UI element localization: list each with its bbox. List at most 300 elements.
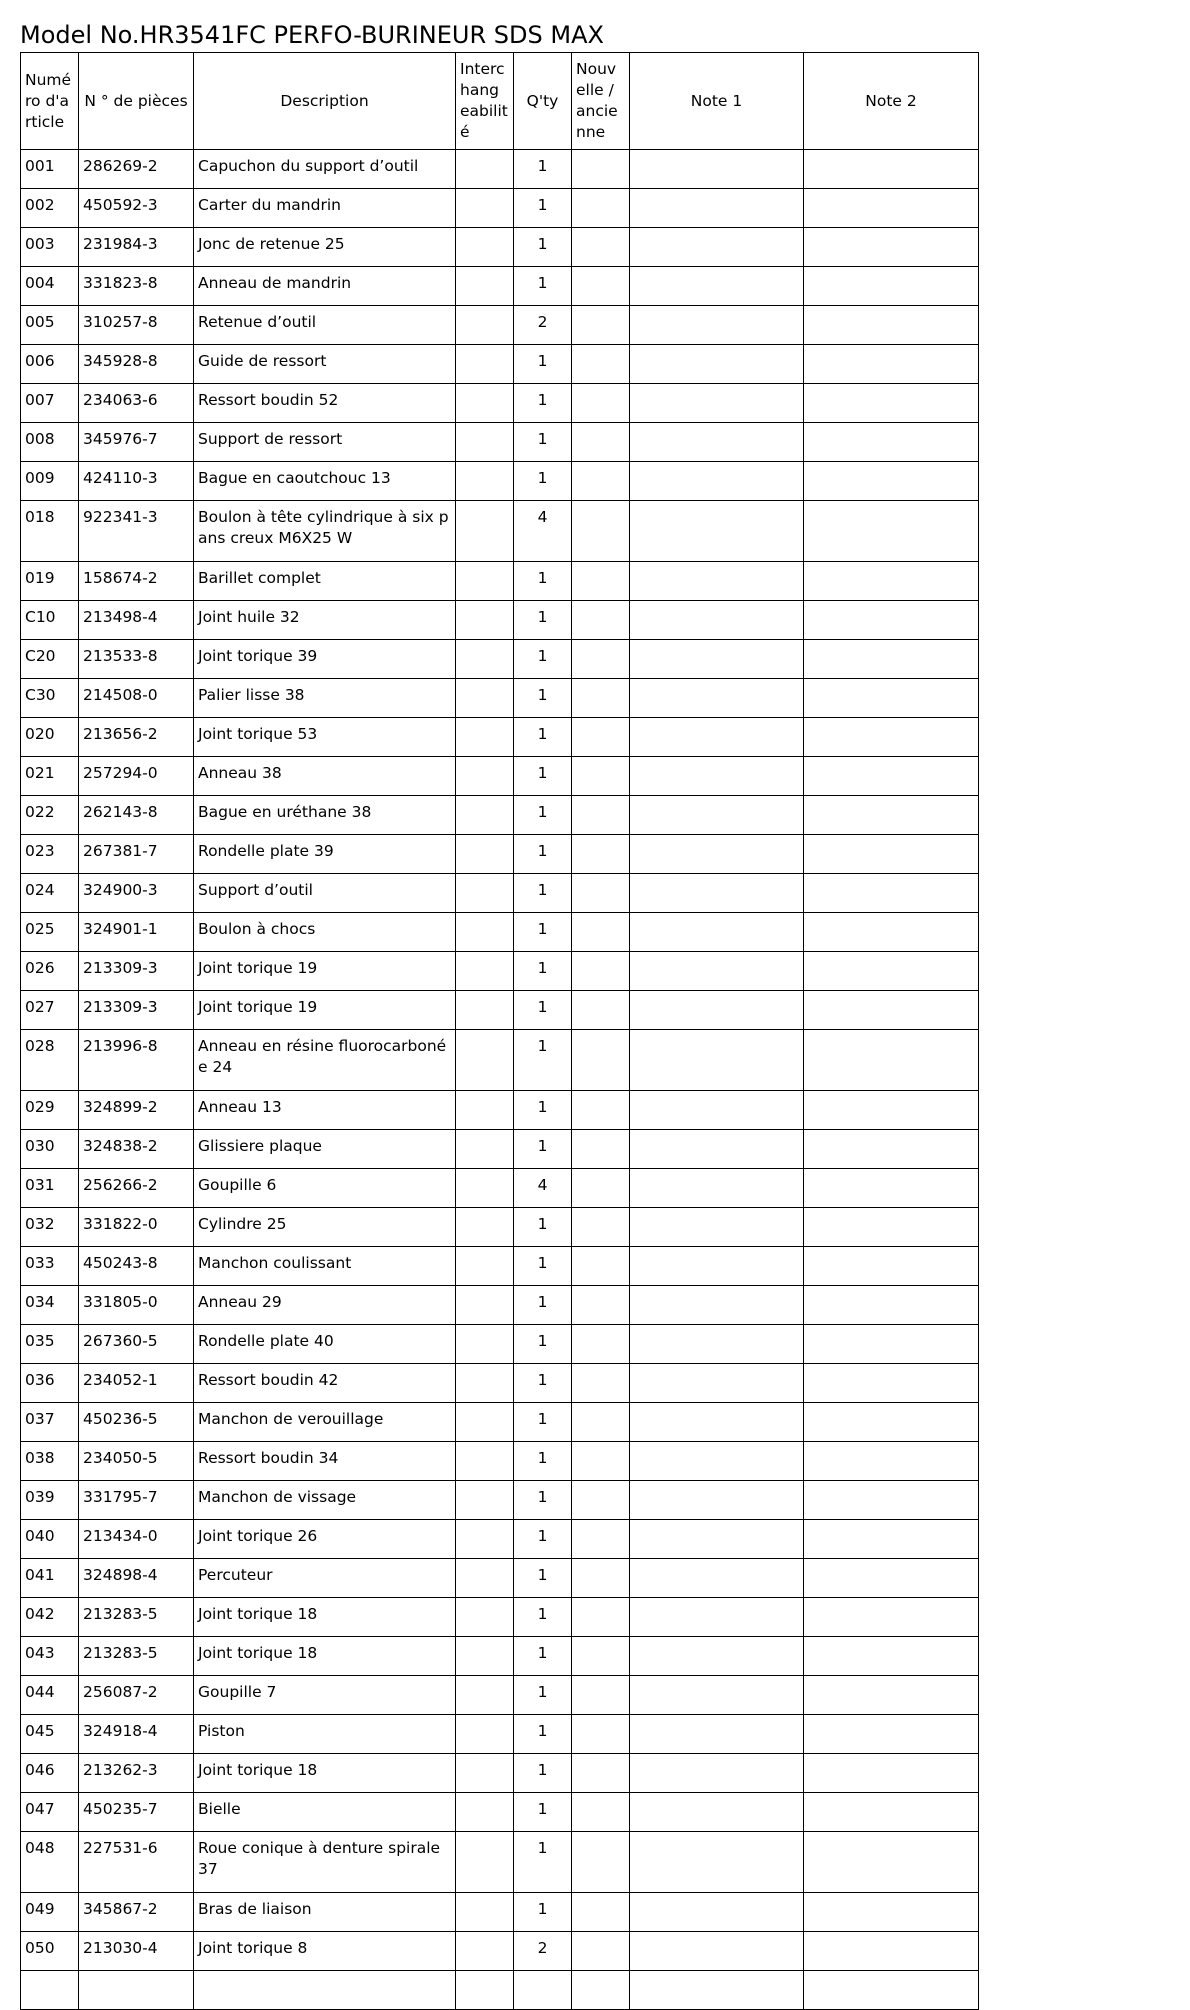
quantity-cell: 1 bbox=[514, 1442, 572, 1481]
quantity-cell: 1 bbox=[514, 757, 572, 796]
article-number-cell: 036 bbox=[21, 1364, 79, 1403]
description-cell: Piston bbox=[194, 1715, 456, 1754]
article-number-cell: 003 bbox=[21, 228, 79, 267]
quantity-cell: 1 bbox=[514, 384, 572, 423]
article-number-cell: 001 bbox=[21, 150, 79, 189]
note-2-cell bbox=[804, 1364, 979, 1403]
note-1-cell bbox=[630, 1715, 804, 1754]
part-number-cell: 267381-7 bbox=[79, 835, 194, 874]
part-number-cell: 256087-2 bbox=[79, 1676, 194, 1715]
quantity-cell: 1 bbox=[514, 1208, 572, 1247]
interchangeability-cell bbox=[456, 1793, 514, 1832]
note-1-cell bbox=[630, 796, 804, 835]
description-cell: Joint torique 18 bbox=[194, 1754, 456, 1793]
interchangeability-cell bbox=[456, 757, 514, 796]
description-cell: Support d’outil bbox=[194, 874, 456, 913]
new-old-cell bbox=[572, 189, 630, 228]
article-number-cell: 029 bbox=[21, 1091, 79, 1130]
quantity-cell: 1 bbox=[514, 1520, 572, 1559]
new-old-cell bbox=[572, 952, 630, 991]
quantity-cell: 1 bbox=[514, 150, 572, 189]
table-row bbox=[21, 423, 979, 462]
interchangeability-cell bbox=[456, 1676, 514, 1715]
new-old-cell bbox=[572, 1715, 630, 1754]
new-old-cell bbox=[572, 913, 630, 952]
description-cell: Manchon coulissant bbox=[194, 1247, 456, 1286]
description-cell: Boulon à chocs bbox=[194, 913, 456, 952]
description-cell: Cylindre 25 bbox=[194, 1208, 456, 1247]
table-row bbox=[21, 1559, 979, 1598]
note-1-cell bbox=[630, 913, 804, 952]
quantity-cell: 2 bbox=[514, 1932, 572, 1971]
interchangeability-cell bbox=[456, 601, 514, 640]
parts-table bbox=[20, 52, 979, 2010]
note-1-cell bbox=[630, 1247, 804, 1286]
description-cell: Barillet complet bbox=[194, 562, 456, 601]
part-number-cell: 345928-8 bbox=[79, 345, 194, 384]
quantity-cell: 1 bbox=[514, 718, 572, 757]
note-2-cell bbox=[804, 306, 979, 345]
note-2-cell bbox=[804, 1893, 979, 1932]
table-row bbox=[21, 601, 979, 640]
article-number-cell: 033 bbox=[21, 1247, 79, 1286]
note-1-cell bbox=[630, 1598, 804, 1637]
new-old-cell bbox=[572, 1520, 630, 1559]
note-2-cell bbox=[804, 913, 979, 952]
description-cell: Capuchon du support d’outil bbox=[194, 150, 456, 189]
quantity-cell: 1 bbox=[514, 1793, 572, 1832]
part-number-cell: 324918-4 bbox=[79, 1715, 194, 1754]
description-cell: Ressort boudin 34 bbox=[194, 1442, 456, 1481]
quantity-cell: 4 bbox=[514, 1169, 572, 1208]
note-2-cell bbox=[804, 1754, 979, 1793]
header-part-number: N ° de pièces bbox=[79, 53, 194, 150]
article-number-cell: 043 bbox=[21, 1637, 79, 1676]
part-number-cell: 331823-8 bbox=[79, 267, 194, 306]
description-cell: Bielle bbox=[194, 1793, 456, 1832]
new-old-cell bbox=[572, 501, 630, 562]
quantity-cell bbox=[514, 1971, 572, 2010]
part-number-cell: 231984-3 bbox=[79, 228, 194, 267]
new-old-cell bbox=[572, 874, 630, 913]
quantity-cell: 1 bbox=[514, 462, 572, 501]
new-old-cell bbox=[572, 1442, 630, 1481]
note-1-cell bbox=[630, 1325, 804, 1364]
new-old-cell bbox=[572, 423, 630, 462]
quantity-cell: 1 bbox=[514, 1286, 572, 1325]
part-number-cell: 450243-8 bbox=[79, 1247, 194, 1286]
note-1-cell bbox=[630, 1793, 804, 1832]
new-old-cell bbox=[572, 1754, 630, 1793]
interchangeability-cell bbox=[456, 1832, 514, 1893]
quantity-cell: 1 bbox=[514, 1637, 572, 1676]
interchangeability-cell bbox=[456, 1971, 514, 2010]
note-1-cell bbox=[630, 601, 804, 640]
interchangeability-cell bbox=[456, 228, 514, 267]
new-old-cell bbox=[572, 757, 630, 796]
description-cell: Rondelle plate 39 bbox=[194, 835, 456, 874]
note-2-cell bbox=[804, 1325, 979, 1364]
article-number-cell: 023 bbox=[21, 835, 79, 874]
description-cell: Bague en uréthane 38 bbox=[194, 796, 456, 835]
note-1-cell bbox=[630, 562, 804, 601]
new-old-cell bbox=[572, 1325, 630, 1364]
table-row bbox=[21, 1208, 979, 1247]
article-number-cell: 047 bbox=[21, 1793, 79, 1832]
table-row bbox=[21, 991, 979, 1030]
part-number-cell: 310257-8 bbox=[79, 306, 194, 345]
quantity-cell: 1 bbox=[514, 423, 572, 462]
interchangeability-cell bbox=[456, 1442, 514, 1481]
note-1-cell bbox=[630, 1030, 804, 1091]
note-1-cell bbox=[630, 1442, 804, 1481]
quantity-cell: 1 bbox=[514, 228, 572, 267]
note-2-cell bbox=[804, 267, 979, 306]
article-number-cell: 045 bbox=[21, 1715, 79, 1754]
table-row bbox=[21, 796, 979, 835]
table-row bbox=[21, 1676, 979, 1715]
note-1-cell bbox=[630, 1130, 804, 1169]
interchangeability-cell bbox=[456, 1247, 514, 1286]
description-cell: Support de ressort bbox=[194, 423, 456, 462]
article-number-cell: C20 bbox=[21, 640, 79, 679]
part-number-cell: 213262-3 bbox=[79, 1754, 194, 1793]
description-cell: Boulon à tête cylindrique à six pans creux M6X25 W bbox=[194, 501, 456, 562]
table-row bbox=[21, 952, 979, 991]
quantity-cell: 1 bbox=[514, 1403, 572, 1442]
note-1-cell bbox=[630, 991, 804, 1030]
note-1-cell bbox=[630, 150, 804, 189]
note-1-cell bbox=[630, 1676, 804, 1715]
note-1-cell bbox=[630, 1364, 804, 1403]
article-number-cell: 008 bbox=[21, 423, 79, 462]
note-2-cell bbox=[804, 1403, 979, 1442]
note-1-cell bbox=[630, 462, 804, 501]
note-2-cell bbox=[804, 1832, 979, 1893]
part-number-cell: 450236-5 bbox=[79, 1403, 194, 1442]
interchangeability-cell bbox=[456, 1559, 514, 1598]
note-1-cell bbox=[630, 1932, 804, 1971]
description-cell: Joint torique 18 bbox=[194, 1637, 456, 1676]
quantity-cell: 1 bbox=[514, 267, 572, 306]
quantity-cell: 1 bbox=[514, 189, 572, 228]
table-row bbox=[21, 1932, 979, 1971]
new-old-cell bbox=[572, 150, 630, 189]
interchangeability-cell bbox=[456, 501, 514, 562]
interchangeability-cell bbox=[456, 796, 514, 835]
note-1-cell bbox=[630, 1403, 804, 1442]
table-row bbox=[21, 1130, 979, 1169]
header-description: Description bbox=[194, 53, 456, 150]
note-2-cell bbox=[804, 1030, 979, 1091]
article-number-cell: 044 bbox=[21, 1676, 79, 1715]
description-cell: Joint torique 39 bbox=[194, 640, 456, 679]
article-number-cell: 041 bbox=[21, 1559, 79, 1598]
new-old-cell bbox=[572, 1286, 630, 1325]
note-2-cell bbox=[804, 1208, 979, 1247]
description-cell: Goupille 6 bbox=[194, 1169, 456, 1208]
table-row bbox=[21, 1637, 979, 1676]
part-number-cell: 256266-2 bbox=[79, 1169, 194, 1208]
page-title: Model No.HR3541FC PERFO-BURINEUR SDS MAX bbox=[20, 21, 604, 49]
part-number-cell: 213498-4 bbox=[79, 601, 194, 640]
table-row bbox=[21, 1793, 979, 1832]
note-2-cell bbox=[804, 1169, 979, 1208]
article-number-cell: 037 bbox=[21, 1403, 79, 1442]
interchangeability-cell bbox=[456, 1169, 514, 1208]
note-1-cell bbox=[630, 345, 804, 384]
description-cell: Anneau 29 bbox=[194, 1286, 456, 1325]
interchangeability-cell bbox=[456, 1325, 514, 1364]
description-cell: Joint torique 19 bbox=[194, 952, 456, 991]
note-2-cell bbox=[804, 189, 979, 228]
note-2-cell bbox=[804, 679, 979, 718]
note-2-cell bbox=[804, 1247, 979, 1286]
note-2-cell bbox=[804, 1793, 979, 1832]
table-row bbox=[21, 345, 979, 384]
part-number-cell: 234050-5 bbox=[79, 1442, 194, 1481]
part-number-cell: 331822-0 bbox=[79, 1208, 194, 1247]
article-number-cell: C30 bbox=[21, 679, 79, 718]
quantity-cell: 1 bbox=[514, 1030, 572, 1091]
note-1-cell bbox=[630, 1971, 804, 2010]
article-number-cell: 025 bbox=[21, 913, 79, 952]
part-number-cell: 213309-3 bbox=[79, 952, 194, 991]
interchangeability-cell bbox=[456, 874, 514, 913]
interchangeability-cell bbox=[456, 150, 514, 189]
part-number-cell: 286269-2 bbox=[79, 150, 194, 189]
description-cell: Percuteur bbox=[194, 1559, 456, 1598]
new-old-cell bbox=[572, 384, 630, 423]
table-row bbox=[21, 150, 979, 189]
note-1-cell bbox=[630, 1832, 804, 1893]
new-old-cell bbox=[572, 835, 630, 874]
table-row bbox=[21, 1893, 979, 1932]
table-row bbox=[21, 562, 979, 601]
new-old-cell bbox=[572, 1364, 630, 1403]
part-number-cell: 267360-5 bbox=[79, 1325, 194, 1364]
note-2-cell bbox=[804, 423, 979, 462]
description-cell: Manchon de verouillage bbox=[194, 1403, 456, 1442]
new-old-cell bbox=[572, 1971, 630, 2010]
interchangeability-cell bbox=[456, 306, 514, 345]
table-row bbox=[21, 1520, 979, 1559]
note-2-cell bbox=[804, 1091, 979, 1130]
interchangeability-cell bbox=[456, 1403, 514, 1442]
article-number-cell: 031 bbox=[21, 1169, 79, 1208]
interchangeability-cell bbox=[456, 1637, 514, 1676]
table-row bbox=[21, 189, 979, 228]
table-row bbox=[21, 1169, 979, 1208]
article-number-cell: 005 bbox=[21, 306, 79, 345]
new-old-cell bbox=[572, 1893, 630, 1932]
new-old-cell bbox=[572, 462, 630, 501]
part-number-cell: 331805-0 bbox=[79, 1286, 194, 1325]
note-1-cell bbox=[630, 640, 804, 679]
interchangeability-cell bbox=[456, 1130, 514, 1169]
part-number-cell: 450235-7 bbox=[79, 1793, 194, 1832]
description-cell: Joint torique 8 bbox=[194, 1932, 456, 1971]
new-old-cell bbox=[572, 1932, 630, 1971]
table-row bbox=[21, 718, 979, 757]
new-old-cell bbox=[572, 306, 630, 345]
new-old-cell bbox=[572, 1403, 630, 1442]
article-number-cell: 018 bbox=[21, 501, 79, 562]
header-note-2: Note 2 bbox=[804, 53, 979, 150]
part-number-cell: 257294-0 bbox=[79, 757, 194, 796]
table-row bbox=[21, 1364, 979, 1403]
note-1-cell bbox=[630, 1754, 804, 1793]
quantity-cell: 1 bbox=[514, 1598, 572, 1637]
new-old-cell bbox=[572, 1793, 630, 1832]
part-number-cell: 227531-6 bbox=[79, 1832, 194, 1893]
description-cell: Anneau 38 bbox=[194, 757, 456, 796]
description-cell: Anneau de mandrin bbox=[194, 267, 456, 306]
description-cell: Roue conique à denture spirale 37 bbox=[194, 1832, 456, 1893]
part-number-cell: 158674-2 bbox=[79, 562, 194, 601]
article-number-cell: 007 bbox=[21, 384, 79, 423]
note-1-cell bbox=[630, 1208, 804, 1247]
part-number-cell: 213656-2 bbox=[79, 718, 194, 757]
article-number-cell: 050 bbox=[21, 1932, 79, 1971]
description-cell: Ressort boudin 52 bbox=[194, 384, 456, 423]
table-row bbox=[21, 679, 979, 718]
article-number-cell: 038 bbox=[21, 1442, 79, 1481]
note-2-cell bbox=[804, 1971, 979, 2010]
interchangeability-cell bbox=[456, 1598, 514, 1637]
quantity-cell: 1 bbox=[514, 796, 572, 835]
description-cell: Bague en caoutchouc 13 bbox=[194, 462, 456, 501]
table-row bbox=[21, 267, 979, 306]
description-cell: Joint torique 19 bbox=[194, 991, 456, 1030]
note-2-cell bbox=[804, 952, 979, 991]
note-1-cell bbox=[630, 306, 804, 345]
interchangeability-cell bbox=[456, 952, 514, 991]
note-2-cell bbox=[804, 1715, 979, 1754]
quantity-cell: 1 bbox=[514, 1130, 572, 1169]
new-old-cell bbox=[572, 1030, 630, 1091]
part-number-cell: 450592-3 bbox=[79, 189, 194, 228]
note-2-cell bbox=[804, 1637, 979, 1676]
note-2-cell bbox=[804, 640, 979, 679]
new-old-cell bbox=[572, 1130, 630, 1169]
new-old-cell bbox=[572, 796, 630, 835]
table-row bbox=[21, 1832, 979, 1893]
part-number-cell: 922341-3 bbox=[79, 501, 194, 562]
table-row bbox=[21, 501, 979, 562]
quantity-cell: 1 bbox=[514, 835, 572, 874]
quantity-cell: 1 bbox=[514, 679, 572, 718]
table-row bbox=[21, 1442, 979, 1481]
part-number-cell: 262143-8 bbox=[79, 796, 194, 835]
new-old-cell bbox=[572, 1208, 630, 1247]
interchangeability-cell bbox=[456, 640, 514, 679]
table-row bbox=[21, 1286, 979, 1325]
interchangeability-cell bbox=[456, 718, 514, 757]
note-1-cell bbox=[630, 228, 804, 267]
note-1-cell bbox=[630, 874, 804, 913]
article-number-cell: 042 bbox=[21, 1598, 79, 1637]
new-old-cell bbox=[572, 1832, 630, 1893]
part-number-cell: 213283-5 bbox=[79, 1598, 194, 1637]
new-old-cell bbox=[572, 1637, 630, 1676]
table-row bbox=[21, 757, 979, 796]
table-row bbox=[21, 1247, 979, 1286]
table-row bbox=[21, 640, 979, 679]
article-number-cell: C10 bbox=[21, 601, 79, 640]
article-number-cell: 022 bbox=[21, 796, 79, 835]
note-1-cell bbox=[630, 1286, 804, 1325]
article-number-cell: 027 bbox=[21, 991, 79, 1030]
table-body bbox=[21, 150, 979, 2010]
interchangeability-cell bbox=[456, 1030, 514, 1091]
quantity-cell: 1 bbox=[514, 1364, 572, 1403]
part-number-cell: 234063-6 bbox=[79, 384, 194, 423]
header-note-1: Note 1 bbox=[630, 53, 804, 150]
table-row bbox=[21, 874, 979, 913]
interchangeability-cell bbox=[456, 1520, 514, 1559]
description-cell: Joint torique 26 bbox=[194, 1520, 456, 1559]
article-number-cell: 019 bbox=[21, 562, 79, 601]
new-old-cell bbox=[572, 1481, 630, 1520]
part-number-cell: 213434-0 bbox=[79, 1520, 194, 1559]
interchangeability-cell bbox=[456, 1893, 514, 1932]
quantity-cell: 1 bbox=[514, 874, 572, 913]
interchangeability-cell bbox=[456, 267, 514, 306]
part-number-cell: 213996-8 bbox=[79, 1030, 194, 1091]
table-row bbox=[21, 1325, 979, 1364]
description-cell: Glissiere plaque bbox=[194, 1130, 456, 1169]
note-2-cell bbox=[804, 1442, 979, 1481]
note-1-cell bbox=[630, 718, 804, 757]
description-cell: Retenue d’outil bbox=[194, 306, 456, 345]
note-1-cell bbox=[630, 384, 804, 423]
interchangeability-cell bbox=[456, 189, 514, 228]
quantity-cell: 1 bbox=[514, 1715, 572, 1754]
article-number-cell: 030 bbox=[21, 1130, 79, 1169]
note-2-cell bbox=[804, 345, 979, 384]
interchangeability-cell bbox=[456, 1364, 514, 1403]
article-number-cell: 028 bbox=[21, 1030, 79, 1091]
note-2-cell bbox=[804, 601, 979, 640]
part-number-cell: 214508-0 bbox=[79, 679, 194, 718]
table-row bbox=[21, 1091, 979, 1130]
table-row bbox=[21, 1403, 979, 1442]
note-2-cell bbox=[804, 757, 979, 796]
note-1-cell bbox=[630, 189, 804, 228]
article-number-cell: 004 bbox=[21, 267, 79, 306]
note-2-cell bbox=[804, 228, 979, 267]
quantity-cell: 4 bbox=[514, 501, 572, 562]
article-number-cell: 006 bbox=[21, 345, 79, 384]
quantity-cell: 1 bbox=[514, 1325, 572, 1364]
note-1-cell bbox=[630, 952, 804, 991]
article-number-cell: 049 bbox=[21, 1893, 79, 1932]
note-2-cell bbox=[804, 462, 979, 501]
note-2-cell bbox=[804, 1676, 979, 1715]
note-1-cell bbox=[630, 1481, 804, 1520]
new-old-cell bbox=[572, 718, 630, 757]
description-cell: Manchon de vissage bbox=[194, 1481, 456, 1520]
new-old-cell bbox=[572, 640, 630, 679]
new-old-cell bbox=[572, 1559, 630, 1598]
new-old-cell bbox=[572, 679, 630, 718]
table-row bbox=[21, 1030, 979, 1091]
part-number-cell: 324901-1 bbox=[79, 913, 194, 952]
interchangeability-cell bbox=[456, 562, 514, 601]
part-number-cell: 324900-3 bbox=[79, 874, 194, 913]
interchangeability-cell bbox=[456, 345, 514, 384]
